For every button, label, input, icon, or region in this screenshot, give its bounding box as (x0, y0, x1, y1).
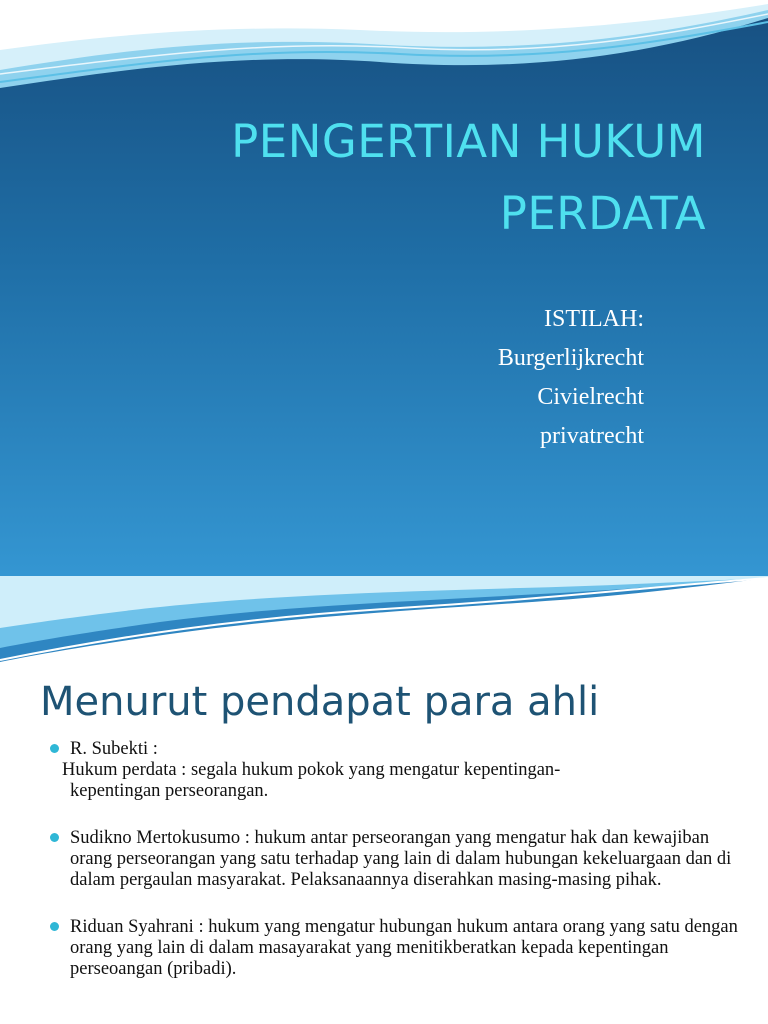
slide-2 (0, 576, 768, 1024)
item-sub-line-2: kepentingan perseorangan. (70, 781, 269, 801)
wave-decoration-top (0, 0, 768, 90)
slide-1-title (66, 106, 706, 250)
slide-2-title: Menurut pendapat para ahli (40, 679, 600, 725)
terms-heading: ISTILAH: (544, 306, 644, 332)
item-text: Riduan Syahrani : hukum yang mengatur hubungan hukum antara orang yang satu dengan orang yang lain di dalam masayarakat yang menitikberatkan kepada kepentingan perseoangan (pribadi). (70, 917, 738, 979)
item-lead: R. Subekti : (70, 739, 158, 759)
title-line-2: PERDATA (499, 187, 706, 240)
wave-decoration-top (0, 576, 768, 666)
term-civielrecht: Civielrecht (537, 384, 644, 410)
bullet-icon (50, 744, 59, 753)
item-sub-line-1: Hukum perdata : segala hukum pokok yang mengatur kepentingan- (62, 760, 561, 780)
opinion-list (50, 739, 740, 980)
list-item (50, 739, 740, 802)
term-burgerlijkrecht: Burgerlijkrecht (497, 345, 644, 371)
list-item (50, 828, 740, 891)
item-text: Sudikno Mertokusumo : hukum antar perseorangan yang mengatur hak dan kewajiban orang perseorangan yang satu terhadap yang lain di dalam hubungan kekeluargaan dan di dalam pergaulan masyarakat. Pelaksanaannya diserahkan masing-masing pihak. (70, 828, 732, 890)
terms-list (244, 300, 644, 456)
title-line-1: PENGERTIAN HUKUM (231, 115, 706, 168)
list-item (50, 917, 740, 980)
term-privatrecht: privatrecht (540, 423, 644, 449)
bullet-icon (50, 833, 59, 842)
bullet-icon (50, 922, 59, 931)
